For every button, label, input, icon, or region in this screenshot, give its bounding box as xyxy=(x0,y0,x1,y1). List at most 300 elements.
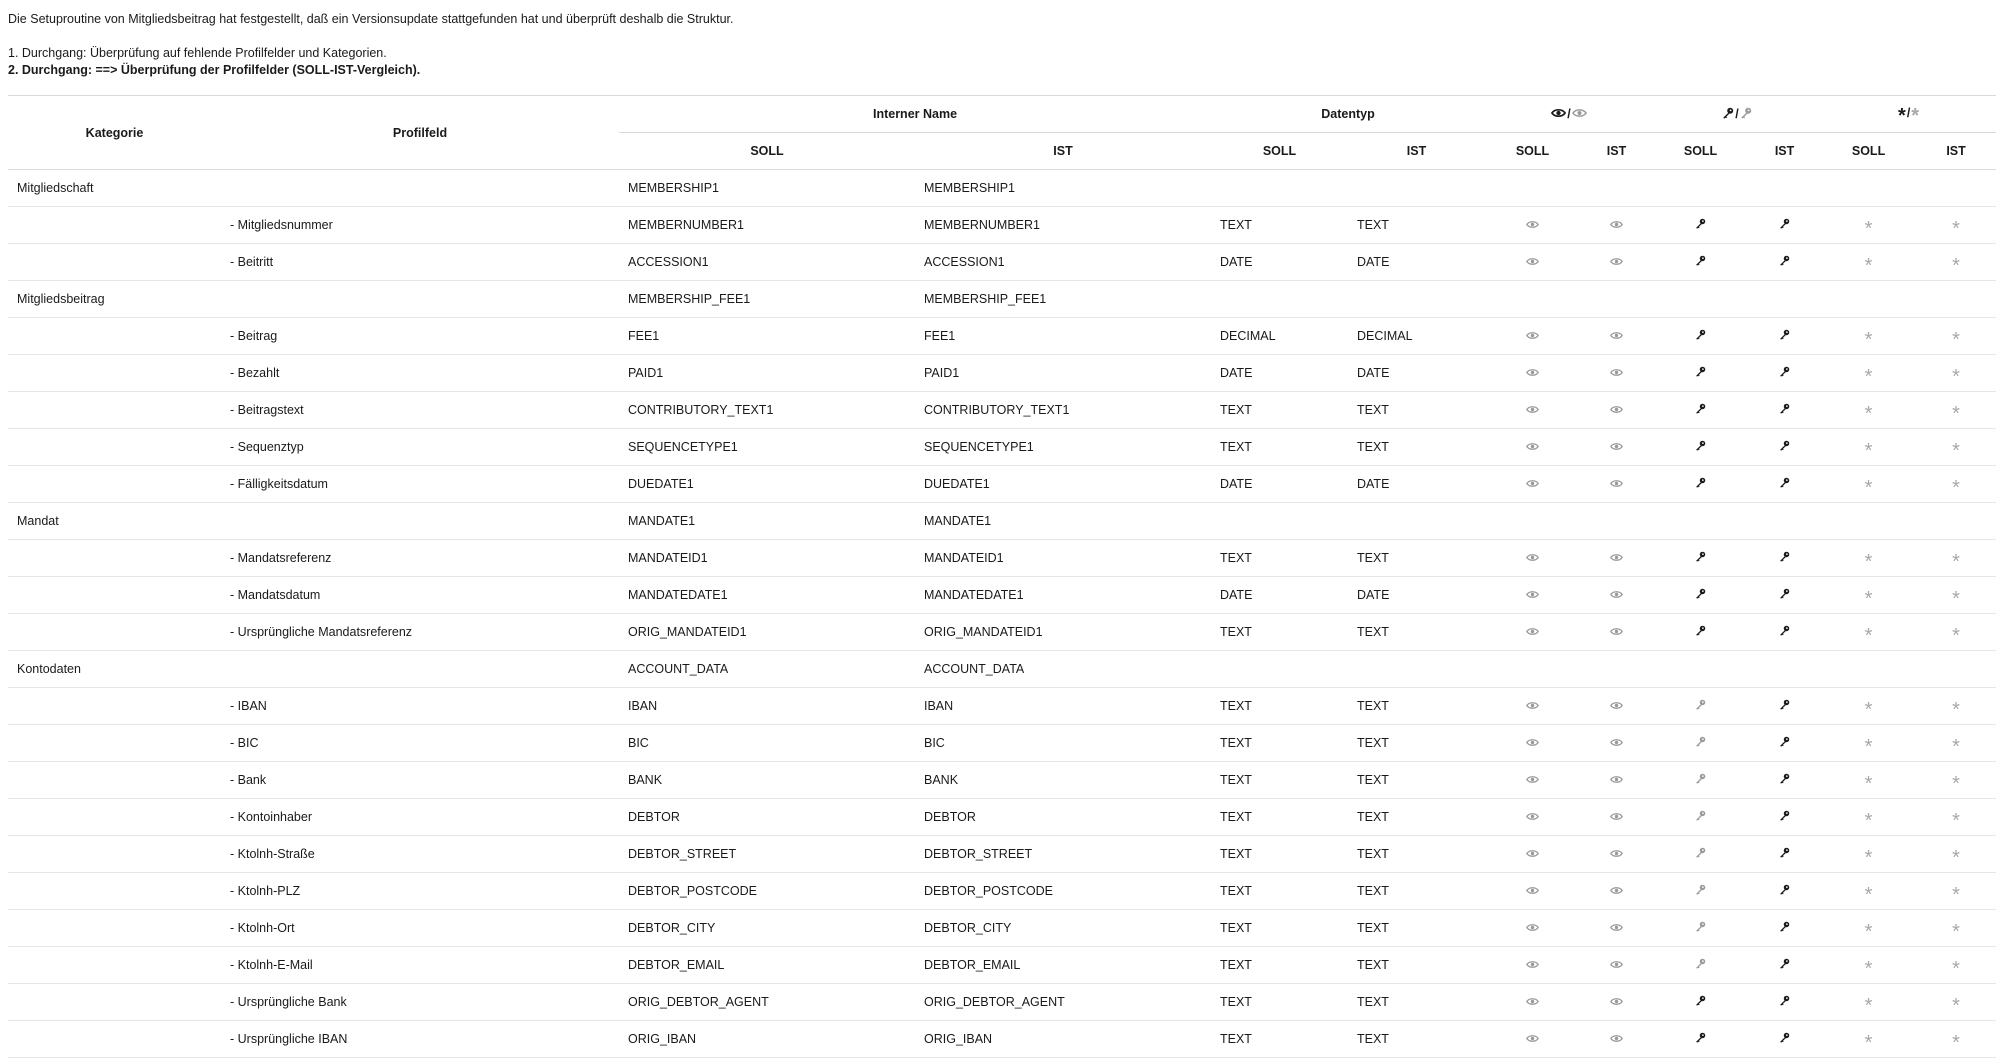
required-ist-cell xyxy=(1916,1021,1996,1058)
internal-name-ist-cell: ACCOUNT_DATA xyxy=(915,651,1211,688)
internal-name-soll-cell: MEMBERSHIP1 xyxy=(619,170,915,207)
editable-soll-cell xyxy=(1653,466,1748,503)
internal-name-soll-cell: ORIG_MANDATEID1 xyxy=(619,614,915,651)
required-ist-cell xyxy=(1916,540,1996,577)
visible-ist-cell xyxy=(1580,614,1653,651)
visible-soll-cell xyxy=(1485,836,1580,873)
visible-soll-cell xyxy=(1485,281,1580,318)
category-cell xyxy=(8,799,221,836)
eye-icon xyxy=(1526,921,1539,935)
editable-ist-cell xyxy=(1748,1021,1821,1058)
eye-icon xyxy=(1610,477,1623,491)
category-cell xyxy=(8,207,221,244)
editable-ist-cell xyxy=(1748,392,1821,429)
asterisk-icon: * xyxy=(1952,476,1960,499)
datatype-ist-cell: TEXT xyxy=(1348,614,1485,651)
eye-icon xyxy=(1610,440,1623,454)
datatype-soll-cell: TEXT xyxy=(1211,614,1348,651)
profile-field-cell: - Ursprüngliche IBAN xyxy=(221,1021,619,1058)
required-ist-cell xyxy=(1916,725,1996,762)
profile-field-cell xyxy=(221,281,619,318)
intro-line-2: 1. Durchgang: Überprüfung auf fehlende Profilfelder und Kategorien. xyxy=(8,46,387,60)
editable-soll-cell xyxy=(1653,540,1748,577)
editable-soll-cell xyxy=(1653,281,1748,318)
internal-name-ist-cell: MANDATEDATE1 xyxy=(915,577,1211,614)
asterisk-icon: * xyxy=(1864,772,1873,795)
editable-soll-cell xyxy=(1653,503,1748,540)
table-row xyxy=(8,503,1996,540)
header-datatype: Datentyp xyxy=(1211,96,1485,133)
key-icon xyxy=(1695,773,1706,787)
datatype-ist-cell: TEXT xyxy=(1348,836,1485,873)
header-soll: SOLL xyxy=(1821,133,1916,170)
internal-name-soll-cell: DEBTOR_STREET xyxy=(619,836,915,873)
key-icon xyxy=(1695,884,1706,898)
internal-name-ist-cell: MEMBERNUMBER1 xyxy=(915,207,1211,244)
editable-ist-cell xyxy=(1748,577,1821,614)
profile-field-cell: - Beitragstext xyxy=(221,392,619,429)
required-soll-cell xyxy=(1821,688,1916,725)
eye-icon xyxy=(1526,736,1539,750)
eye-icon xyxy=(1526,995,1539,1009)
internal-name-soll-cell: MEMBERSHIP_FEE1 xyxy=(619,281,915,318)
asterisk-icon: * xyxy=(1898,105,1906,127)
required-soll-cell xyxy=(1821,910,1916,947)
datatype-ist-cell: TEXT xyxy=(1348,392,1485,429)
datatype-ist-cell: TEXT xyxy=(1348,984,1485,1021)
required-ist-cell xyxy=(1916,429,1996,466)
key-icon xyxy=(1779,847,1790,861)
table-row xyxy=(8,318,1996,355)
datatype-ist-cell xyxy=(1348,281,1485,318)
asterisk-icon: * xyxy=(1864,846,1873,869)
header-required-separator: / xyxy=(1906,106,1911,120)
asterisk-icon: * xyxy=(1952,1031,1960,1054)
internal-name-soll-cell: DEBTOR xyxy=(619,799,915,836)
eye-icon xyxy=(1526,440,1539,454)
internal-name-soll-cell: MEMBERNUMBER1 xyxy=(619,207,915,244)
editable-soll-cell xyxy=(1653,577,1748,614)
eye-icon xyxy=(1610,810,1623,824)
datatype-ist-cell: TEXT xyxy=(1348,688,1485,725)
asterisk-icon: * xyxy=(1952,550,1960,573)
intro-line-3: 2. Durchgang: ==> Überprüfung der Profilfelder (SOLL-IST-Vergleich). xyxy=(8,63,421,77)
asterisk-icon: * xyxy=(1864,587,1873,610)
editable-ist-cell xyxy=(1748,207,1821,244)
visible-ist-cell xyxy=(1580,392,1653,429)
profile-field-cell xyxy=(221,170,619,207)
key-icon xyxy=(1695,958,1706,972)
profile-field-cell: - Sequenztyp xyxy=(221,429,619,466)
datatype-ist-cell: TEXT xyxy=(1348,910,1485,947)
internal-name-soll-cell: DEBTOR_EMAIL xyxy=(619,947,915,984)
required-soll-cell xyxy=(1821,392,1916,429)
visible-soll-cell xyxy=(1485,688,1580,725)
visible-ist-cell xyxy=(1580,466,1653,503)
datatype-ist-cell: DECIMAL xyxy=(1348,318,1485,355)
table-row xyxy=(8,947,1996,984)
category-cell xyxy=(8,1021,221,1058)
profile-field-cell: - Ktolnh-PLZ xyxy=(221,873,619,910)
required-ist-cell xyxy=(1916,207,1996,244)
asterisk-icon: * xyxy=(1952,957,1960,980)
internal-name-ist-cell: DEBTOR_EMAIL xyxy=(915,947,1211,984)
internal-name-soll-cell: MANDATE1 xyxy=(619,503,915,540)
intro-line-1: Die Setuproutine von Mitgliedsbeitrag hat festgestellt, daß ein Versionsupdate stattgefunden hat und überprüft deshalb die Struktur. xyxy=(8,12,734,26)
visible-soll-cell xyxy=(1485,318,1580,355)
asterisk-icon: * xyxy=(1952,254,1960,277)
key-icon xyxy=(1779,921,1790,935)
eye-icon xyxy=(1526,847,1539,861)
datatype-ist-cell: TEXT xyxy=(1348,540,1485,577)
category-cell xyxy=(8,984,221,1021)
datatype-ist-cell: DATE xyxy=(1348,355,1485,392)
editable-soll-cell xyxy=(1653,614,1748,651)
category-cell xyxy=(8,873,221,910)
editable-soll-cell xyxy=(1653,910,1748,947)
profile-field-cell: - Mandatsdatum xyxy=(221,577,619,614)
visible-soll-cell xyxy=(1485,799,1580,836)
asterisk-icon: * xyxy=(1864,439,1873,462)
asterisk-icon: * xyxy=(1864,624,1873,647)
profile-field-cell: - Ktolnh-Straße xyxy=(221,836,619,873)
editable-ist-cell xyxy=(1748,429,1821,466)
editable-ist-cell xyxy=(1748,836,1821,873)
key-icon xyxy=(1695,403,1706,417)
internal-name-ist-cell: DEBTOR_CITY xyxy=(915,910,1211,947)
editable-ist-cell xyxy=(1748,688,1821,725)
internal-name-soll-cell: PAID1 xyxy=(619,355,915,392)
visible-ist-cell xyxy=(1580,836,1653,873)
eye-icon xyxy=(1610,921,1623,935)
internal-name-soll-cell: MANDATEID1 xyxy=(619,540,915,577)
table-row xyxy=(8,466,1996,503)
key-icon xyxy=(1695,995,1706,1009)
visible-soll-cell xyxy=(1485,614,1580,651)
editable-soll-cell xyxy=(1653,207,1748,244)
header-row-1 xyxy=(8,96,1996,133)
profile-field-cell: - Mandatsreferenz xyxy=(221,540,619,577)
table-row xyxy=(8,355,1996,392)
datatype-soll-cell: TEXT xyxy=(1211,947,1348,984)
key-icon xyxy=(1779,995,1790,1009)
required-soll-cell xyxy=(1821,984,1916,1021)
datatype-soll-cell: DATE xyxy=(1211,577,1348,614)
datatype-soll-cell: TEXT xyxy=(1211,1021,1348,1058)
datatype-ist-cell: DATE xyxy=(1348,466,1485,503)
visible-soll-cell xyxy=(1485,244,1580,281)
required-soll-cell xyxy=(1821,429,1916,466)
asterisk-icon: * xyxy=(1952,698,1960,721)
table-row xyxy=(8,392,1996,429)
datatype-ist-cell: TEXT xyxy=(1348,947,1485,984)
category-cell xyxy=(8,910,221,947)
editable-soll-cell xyxy=(1653,429,1748,466)
key-icon xyxy=(1779,736,1790,750)
required-soll-cell xyxy=(1821,318,1916,355)
editable-soll-cell xyxy=(1653,170,1748,207)
asterisk-icon: * xyxy=(1864,217,1873,240)
visible-soll-cell xyxy=(1485,725,1580,762)
eye-icon xyxy=(1526,958,1539,972)
datatype-soll-cell: DATE xyxy=(1211,355,1348,392)
datatype-soll-cell: TEXT xyxy=(1211,836,1348,873)
asterisk-icon: * xyxy=(1952,772,1960,795)
visible-ist-cell xyxy=(1580,651,1653,688)
visible-soll-cell xyxy=(1485,947,1580,984)
key-icon xyxy=(1779,699,1790,713)
visible-ist-cell xyxy=(1580,577,1653,614)
datatype-ist-cell: TEXT xyxy=(1348,799,1485,836)
key-icon xyxy=(1779,218,1790,232)
key-icon xyxy=(1695,255,1706,269)
datatype-ist-cell xyxy=(1348,651,1485,688)
required-soll-cell xyxy=(1821,281,1916,318)
table-row xyxy=(8,873,1996,910)
key-icon xyxy=(1695,440,1706,454)
profile-field-cell: - Beitritt xyxy=(221,244,619,281)
internal-name-ist-cell: CONTRIBUTORY_TEXT1 xyxy=(915,392,1211,429)
key-icon xyxy=(1779,625,1790,639)
category-cell xyxy=(8,429,221,466)
header-ist: IST xyxy=(915,133,1211,170)
visible-soll-cell xyxy=(1485,540,1580,577)
internal-name-soll-cell: BANK xyxy=(619,762,915,799)
eye-icon xyxy=(1526,810,1539,824)
editable-soll-cell xyxy=(1653,799,1748,836)
required-soll-cell xyxy=(1821,170,1916,207)
internal-name-ist-cell: BIC xyxy=(915,725,1211,762)
header-visible-separator: / xyxy=(1567,107,1571,121)
required-soll-cell xyxy=(1821,725,1916,762)
editable-soll-cell xyxy=(1653,836,1748,873)
editable-soll-cell xyxy=(1653,725,1748,762)
profile-field-cell: - Kontoinhaber xyxy=(221,799,619,836)
eye-icon xyxy=(1526,403,1539,417)
internal-name-ist-cell: IBAN xyxy=(915,688,1211,725)
internal-name-soll-cell: CONTRIBUTORY_TEXT1 xyxy=(619,392,915,429)
intro-text xyxy=(8,11,1968,79)
internal-name-soll-cell: ACCOUNT_DATA xyxy=(619,651,915,688)
datatype-soll-cell: TEXT xyxy=(1211,207,1348,244)
table-row xyxy=(8,281,1996,318)
asterisk-icon: * xyxy=(1952,994,1960,1017)
required-soll-cell xyxy=(1821,651,1916,688)
table-row xyxy=(8,725,1996,762)
eye-icon xyxy=(1610,255,1623,269)
key-icon xyxy=(1695,625,1706,639)
editable-soll-cell xyxy=(1653,688,1748,725)
visible-ist-cell xyxy=(1580,725,1653,762)
eye-icon xyxy=(1610,884,1623,898)
asterisk-icon: * xyxy=(1864,883,1873,906)
header-soll: SOLL xyxy=(1485,133,1580,170)
required-ist-cell xyxy=(1916,281,1996,318)
key-icon xyxy=(1722,107,1734,122)
key-icon xyxy=(1695,699,1706,713)
category-cell xyxy=(8,614,221,651)
key-icon xyxy=(1695,736,1706,750)
asterisk-icon: * xyxy=(1952,402,1960,425)
required-soll-cell xyxy=(1821,836,1916,873)
key-icon xyxy=(1779,1032,1790,1046)
table-row xyxy=(8,170,1996,207)
editable-soll-cell xyxy=(1653,873,1748,910)
header-profile-field: Profilfeld xyxy=(221,96,619,170)
table-row xyxy=(8,207,1996,244)
category-cell xyxy=(8,355,221,392)
visible-ist-cell xyxy=(1580,799,1653,836)
datatype-soll-cell xyxy=(1211,503,1348,540)
visible-ist-cell xyxy=(1580,170,1653,207)
key-icon xyxy=(1695,1032,1706,1046)
visible-soll-cell xyxy=(1485,910,1580,947)
visible-soll-cell xyxy=(1485,429,1580,466)
editable-ist-cell xyxy=(1748,910,1821,947)
key-icon xyxy=(1779,255,1790,269)
category-cell xyxy=(8,392,221,429)
visible-ist-cell xyxy=(1580,281,1653,318)
asterisk-icon: * xyxy=(1864,735,1873,758)
datatype-ist-cell xyxy=(1348,503,1485,540)
required-soll-cell xyxy=(1821,799,1916,836)
internal-name-ist-cell: DEBTOR xyxy=(915,799,1211,836)
key-icon xyxy=(1779,773,1790,787)
visible-ist-cell xyxy=(1580,318,1653,355)
asterisk-icon: * xyxy=(1864,550,1873,573)
category-cell xyxy=(8,762,221,799)
eye-icon xyxy=(1551,107,1566,121)
key-icon xyxy=(1695,329,1706,343)
internal-name-ist-cell: MEMBERSHIP1 xyxy=(915,170,1211,207)
internal-name-ist-cell: ACCESSION1 xyxy=(915,244,1211,281)
internal-name-ist-cell: MANDATEID1 xyxy=(915,540,1211,577)
visible-ist-cell xyxy=(1580,873,1653,910)
asterisk-icon: * xyxy=(1911,105,1920,127)
required-ist-cell xyxy=(1916,947,1996,984)
asterisk-icon: * xyxy=(1952,920,1960,943)
visible-soll-cell xyxy=(1485,984,1580,1021)
editable-ist-cell xyxy=(1748,466,1821,503)
eye-icon xyxy=(1610,366,1623,380)
key-icon xyxy=(1779,366,1790,380)
key-icon xyxy=(1779,440,1790,454)
eye-icon xyxy=(1610,218,1623,232)
eye-icon xyxy=(1610,551,1623,565)
editable-ist-cell xyxy=(1748,762,1821,799)
header-ist: IST xyxy=(1916,133,1996,170)
category-cell xyxy=(8,947,221,984)
table-row xyxy=(8,429,1996,466)
visible-ist-cell xyxy=(1580,984,1653,1021)
category-cell xyxy=(8,688,221,725)
editable-soll-cell xyxy=(1653,984,1748,1021)
required-ist-cell xyxy=(1916,577,1996,614)
required-soll-cell xyxy=(1821,466,1916,503)
editable-soll-cell xyxy=(1653,355,1748,392)
key-icon xyxy=(1779,477,1790,491)
key-icon xyxy=(1695,921,1706,935)
datatype-ist-cell: DATE xyxy=(1348,577,1485,614)
required-ist-cell xyxy=(1916,984,1996,1021)
key-icon xyxy=(1779,403,1790,417)
visible-ist-cell xyxy=(1580,503,1653,540)
required-soll-cell xyxy=(1821,355,1916,392)
internal-name-soll-cell: DEBTOR_CITY xyxy=(619,910,915,947)
internal-name-soll-cell: IBAN xyxy=(619,688,915,725)
internal-name-ist-cell: PAID1 xyxy=(915,355,1211,392)
visible-soll-cell xyxy=(1485,1021,1580,1058)
required-soll-cell xyxy=(1821,503,1916,540)
datatype-soll-cell: DATE xyxy=(1211,466,1348,503)
eye-icon xyxy=(1526,366,1539,380)
editable-soll-cell xyxy=(1653,318,1748,355)
internal-name-soll-cell: DUEDATE1 xyxy=(619,466,915,503)
internal-name-ist-cell: BANK xyxy=(915,762,1211,799)
table-row xyxy=(8,836,1996,873)
datatype-soll-cell: TEXT xyxy=(1211,540,1348,577)
profile-field-cell: - Ktolnh-Ort xyxy=(221,910,619,947)
asterisk-icon: * xyxy=(1864,809,1873,832)
category-cell xyxy=(8,725,221,762)
asterisk-icon: * xyxy=(1952,883,1960,906)
internal-name-soll-cell: DEBTOR_POSTCODE xyxy=(619,873,915,910)
key-icon xyxy=(1779,551,1790,565)
visible-soll-cell xyxy=(1485,355,1580,392)
eye-icon xyxy=(1610,699,1623,713)
editable-ist-cell xyxy=(1748,947,1821,984)
category-cell xyxy=(8,466,221,503)
asterisk-icon: * xyxy=(1864,920,1873,943)
visible-ist-cell xyxy=(1580,1021,1653,1058)
visible-ist-cell xyxy=(1580,910,1653,947)
editable-ist-cell xyxy=(1748,318,1821,355)
asterisk-icon: * xyxy=(1864,402,1873,425)
profile-field-comparison-table xyxy=(8,95,1996,1058)
header-soll: SOLL xyxy=(619,133,915,170)
visible-ist-cell xyxy=(1580,244,1653,281)
editable-ist-cell xyxy=(1748,651,1821,688)
internal-name-soll-cell: ORIG_DEBTOR_AGENT xyxy=(619,984,915,1021)
eye-icon xyxy=(1610,1032,1623,1046)
datatype-soll-cell: DECIMAL xyxy=(1211,318,1348,355)
editable-soll-cell xyxy=(1653,947,1748,984)
key-icon xyxy=(1779,329,1790,343)
datatype-soll-cell: TEXT xyxy=(1211,873,1348,910)
asterisk-icon: * xyxy=(1952,846,1960,869)
editable-soll-cell xyxy=(1653,651,1748,688)
eye-icon xyxy=(1526,551,1539,565)
table-row xyxy=(8,1021,1996,1058)
datatype-ist-cell xyxy=(1348,170,1485,207)
required-ist-cell xyxy=(1916,503,1996,540)
eye-icon xyxy=(1610,847,1623,861)
asterisk-icon: * xyxy=(1952,365,1960,388)
asterisk-icon: * xyxy=(1864,254,1873,277)
editable-soll-cell xyxy=(1653,762,1748,799)
table-row xyxy=(8,910,1996,947)
editable-ist-cell xyxy=(1748,540,1821,577)
visible-ist-cell xyxy=(1580,429,1653,466)
key-icon xyxy=(1779,884,1790,898)
asterisk-icon: * xyxy=(1952,328,1960,351)
visible-soll-cell xyxy=(1485,207,1580,244)
editable-ist-cell xyxy=(1748,614,1821,651)
datatype-ist-cell: TEXT xyxy=(1348,1021,1485,1058)
category-cell xyxy=(8,244,221,281)
header-category: Kategorie xyxy=(8,96,221,170)
visible-soll-cell xyxy=(1485,170,1580,207)
